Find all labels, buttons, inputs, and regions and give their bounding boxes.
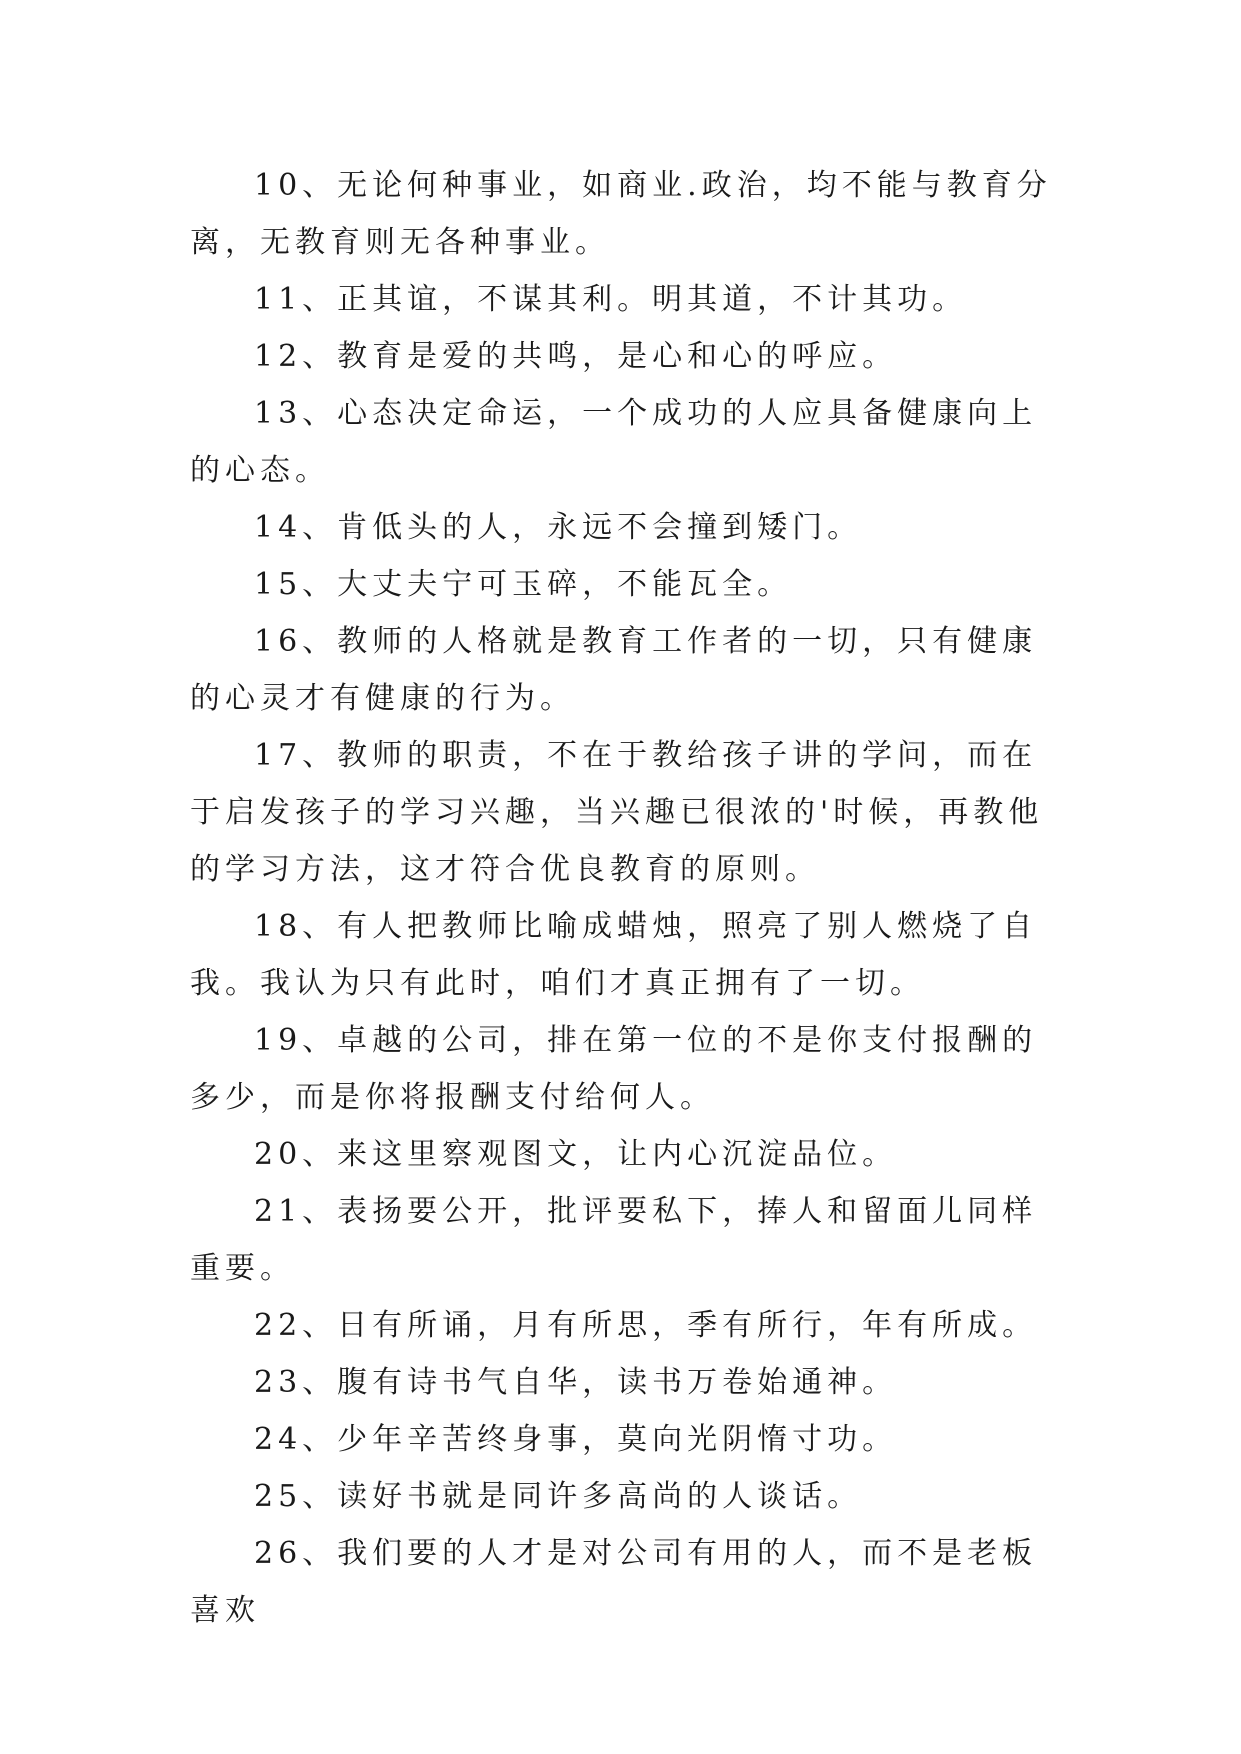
quote-paragraph-24: 24、少年辛苦终身事，莫向光阴惰寸功。 [254, 1422, 898, 1457]
quote-paragraph-17: 17、教师的职责，不在于教给孩子讲的学问，而在于启发孩子的学习兴趣，当兴趣已很浓的'时候，再教他的学习方法，这才符合优良教育的原则。 [190, 738, 1044, 887]
quote-paragraph-12: 12、教育是爱的共鸣，是心和心的呼应。 [254, 339, 898, 374]
quote-paragraph-13: 13、心态决定命运，一个成功的人应具备健康向上的心态。 [190, 396, 1038, 488]
quote-paragraph-11: 11、正其谊，不谋其利。明其道，不计其功。 [254, 282, 968, 317]
quote-paragraph-25: 25、读好书就是同许多高尚的人谈话。 [254, 1479, 863, 1514]
quote-paragraph-22: 22、日有所诵，月有所思，季有所行，年有所成。 [254, 1308, 1038, 1343]
quote-paragraph-26: 26、我们要的人才是对公司有用的人，而不是老板喜欢 [190, 1536, 1038, 1628]
quote-paragraph-19: 19、卓越的公司，排在第一位的不是你支付报酬的多少，而是你将报酬支付给何人。 [190, 1023, 1038, 1115]
document-body [190, 157, 1060, 1639]
quote-paragraph-16: 16、教师的人格就是教育工作者的一切，只有健康的心灵才有健康的行为。 [190, 624, 1038, 716]
quote-paragraph-23: 23、腹有诗书气自华，读书万卷始通神。 [254, 1365, 898, 1400]
quote-paragraph-21: 21、表扬要公开，批评要私下，捧人和留面儿同样重要。 [190, 1194, 1038, 1286]
quote-paragraph-20: 20、来这里察观图文，让内心沉淀品位。 [254, 1137, 898, 1172]
quote-paragraph-10: 10、无论何种事业，如商业.政治，均不能与教育分离，无教育则无各种事业。 [190, 168, 1052, 260]
quote-paragraph-14: 14、肯低头的人，永远不会撞到矮门。 [254, 510, 863, 545]
quote-paragraph-18: 18、有人把教师比喻成蜡烛，照亮了别人燃烧了自我。我认为只有此时，咱们才真正拥有了一切。 [190, 909, 1038, 1001]
quote-paragraph-15: 15、大丈夫宁可玉碎，不能瓦全。 [254, 567, 793, 602]
